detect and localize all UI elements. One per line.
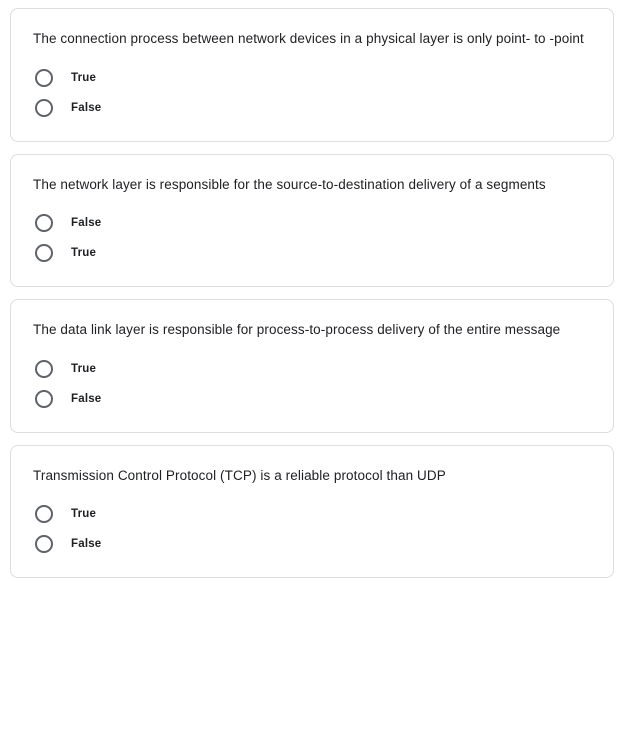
radio-button-icon[interactable] [35, 535, 53, 553]
options-group [33, 499, 591, 559]
option-label: True [71, 247, 97, 260]
option-label: False [71, 101, 102, 114]
question-card [10, 445, 614, 579]
option-row[interactable] [33, 93, 591, 123]
question-card [10, 299, 614, 433]
option-label: True [71, 71, 97, 84]
radio-button-icon[interactable] [35, 214, 53, 232]
option-label: False [71, 217, 102, 230]
radio-button-icon[interactable] [35, 69, 53, 87]
question-text: The data link layer is responsible for process-to-process delivery of the entire message [33, 322, 561, 338]
radio-button-icon[interactable] [35, 390, 53, 408]
question-card [10, 154, 614, 288]
option-row[interactable] [33, 354, 591, 384]
option-row[interactable] [33, 529, 591, 559]
question-text: The network layer is responsible for the source-to-destination delivery of a segments [33, 176, 546, 192]
option-row[interactable] [33, 384, 591, 414]
radio-button-icon[interactable] [35, 99, 53, 117]
option-row[interactable] [33, 208, 591, 238]
options-group [33, 208, 591, 268]
options-group [33, 354, 591, 414]
option-label: False [71, 538, 102, 551]
option-label: True [71, 362, 97, 375]
question-text: The connection process between network devices in a physical layer is only point- to -point [33, 31, 584, 46]
option-row[interactable] [33, 238, 591, 268]
option-row[interactable] [33, 499, 591, 529]
option-label: False [71, 392, 102, 405]
options-group [33, 63, 591, 123]
radio-button-icon[interactable] [35, 244, 53, 262]
question-card [10, 8, 614, 142]
question-text: Transmission Control Protocol (TCP) is a reliable protocol than UDP [33, 467, 446, 483]
option-row[interactable] [33, 63, 591, 93]
radio-button-icon[interactable] [35, 360, 53, 378]
radio-button-icon[interactable] [35, 505, 53, 523]
option-label: True [71, 508, 97, 521]
